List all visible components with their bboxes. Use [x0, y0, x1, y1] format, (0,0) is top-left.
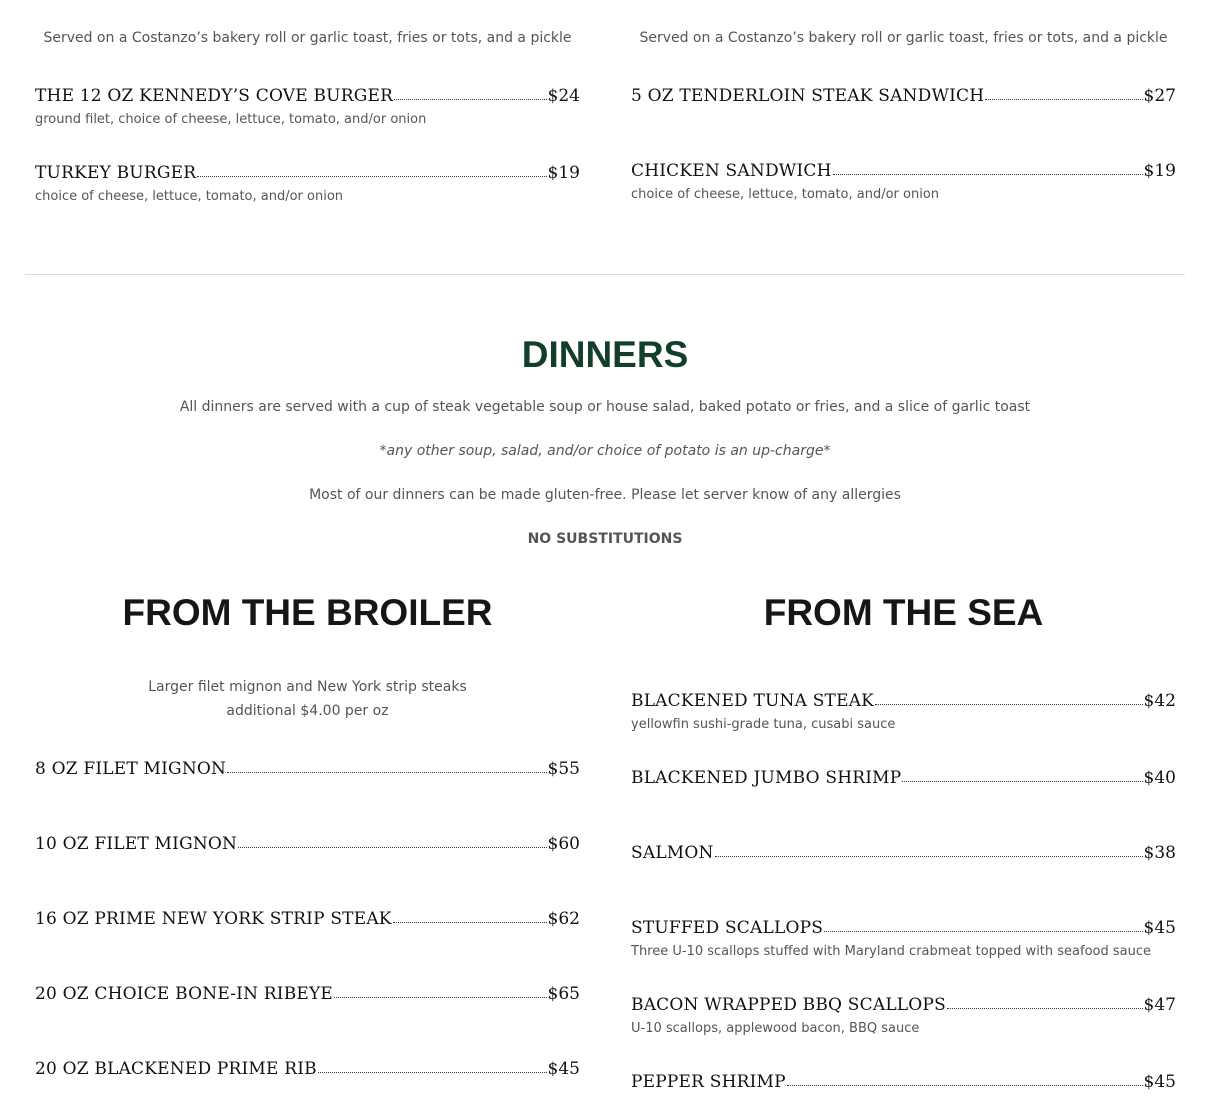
dotted-leader [393, 921, 547, 923]
menu-item [631, 837, 1176, 863]
item-name: 16 OZ PRIME NEW YORK STRIP STEAK [35, 909, 392, 929]
item-price: $60 [547, 834, 580, 854]
menu-item [35, 80, 580, 127]
item-description: U-10 scallops, applewood bacon, BBQ sauce [631, 1021, 920, 1036]
item-name: CHICKEN SANDWICH [631, 161, 832, 181]
dotted-leader [947, 1007, 1143, 1009]
dotted-leader [833, 173, 1143, 175]
item-name: TURKEY BURGER [35, 163, 197, 183]
menu-item [631, 1066, 1176, 1092]
item-price: $65 [547, 984, 580, 1004]
item-price: $45 [547, 1059, 580, 1079]
item-price: $40 [1143, 768, 1176, 788]
item-name: PEPPER SHRIMP [631, 1072, 786, 1092]
menu-item [631, 989, 1176, 1036]
menu-item [35, 1053, 580, 1079]
item-price: $24 [547, 86, 580, 106]
sandwiches-intro-right: Served on a Costanzo’s bakery roll or garlic toast, fries or tots, and a pickle [639, 30, 1168, 46]
menu-item [631, 685, 1176, 732]
broiler-note-line: additional $4.00 per oz [226, 703, 389, 719]
item-name: 10 OZ FILET MIGNON [35, 834, 238, 854]
broiler-note [35, 675, 580, 723]
item-name: BLACKENED TUNA STEAK [631, 691, 875, 711]
item-price: $42 [1143, 691, 1176, 711]
dotted-leader [318, 1071, 547, 1073]
broiler-note-line: Larger filet mignon and New York strip steaks [148, 679, 467, 695]
item-description: choice of cheese, lettuce, tomato, and/or onion [35, 189, 344, 204]
dinners-intro: All dinners are served with a cup of steak vegetable soup or house salad, baked potato or fries, and a slice of garlic toast [179, 399, 1031, 415]
item-name: 20 OZ CHOICE BONE-IN RIBEYE [35, 984, 334, 1004]
item-price: $55 [547, 759, 580, 779]
menu-item [35, 157, 580, 204]
item-price: $45 [1143, 918, 1176, 938]
item-name: SALMON [631, 843, 714, 863]
item-name: 5 OZ TENDERLOIN STEAK SANDWICH [631, 86, 985, 106]
item-price: $27 [1143, 86, 1176, 106]
item-description: Three U-10 scallops stuffed with Maryland crabmeat topped with seafood sauce [631, 944, 1151, 959]
menu-item [631, 762, 1176, 788]
dotted-leader [715, 855, 1143, 857]
item-name: BLACKENED JUMBO SHRIMP [631, 768, 902, 788]
item-description: ground filet, choice of cheese, lettuce, tomato, and/or onion [35, 112, 427, 127]
dinners-heading: DINNERS [521, 334, 689, 375]
sea-heading: FROM THE SEA [763, 592, 1044, 633]
sandwiches-intro-left: Served on a Costanzo’s bakery roll or garlic toast, fries or tots, and a pickle [43, 30, 572, 46]
dotted-leader [787, 1084, 1143, 1086]
item-price: $19 [547, 163, 580, 183]
no-substitutions-note: NO SUBSTITUTIONS [527, 531, 683, 547]
dotted-leader [334, 996, 547, 998]
upcharge-note: *any other soup, salad, and/or choice of potato is an up-charge* [379, 443, 831, 459]
item-name: BACON WRAPPED BBQ SCALLOPS [631, 995, 946, 1015]
dotted-leader [902, 780, 1142, 782]
dotted-leader [824, 930, 1142, 932]
dotted-leader [875, 703, 1142, 705]
item-price: $38 [1143, 843, 1176, 863]
menu-item [35, 978, 580, 1004]
section-divider [25, 274, 1185, 275]
menu-item [631, 155, 1176, 202]
dotted-leader [394, 98, 546, 100]
item-price: $45 [1143, 1072, 1176, 1092]
item-name: STUFFED SCALLOPS [631, 918, 824, 938]
gluten-free-note: Most of our dinners can be made gluten-free. Please let server know of any allergies [309, 487, 901, 503]
item-price: $47 [1143, 995, 1176, 1015]
menu-item [35, 828, 580, 854]
item-description: choice of cheese, lettuce, tomato, and/or onion [631, 187, 940, 202]
menu-item [35, 753, 580, 779]
dotted-leader [227, 771, 546, 773]
dotted-leader [197, 175, 546, 177]
item-price: $62 [547, 909, 580, 929]
dotted-leader [238, 846, 546, 848]
dotted-leader [985, 98, 1142, 100]
menu-item [631, 80, 1176, 106]
broiler-heading: FROM THE BROILER [122, 592, 493, 633]
item-name: THE 12 OZ KENNEDY’S COVE BURGER [35, 86, 394, 106]
menu-item [35, 903, 580, 929]
item-description: yellowfin sushi-grade tuna, cusabi sauce [631, 717, 896, 732]
item-name: 20 OZ BLACKENED PRIME RIB [35, 1059, 317, 1079]
menu-item [631, 912, 1176, 959]
item-price: $19 [1143, 161, 1176, 181]
item-name: 8 OZ FILET MIGNON [35, 759, 227, 779]
